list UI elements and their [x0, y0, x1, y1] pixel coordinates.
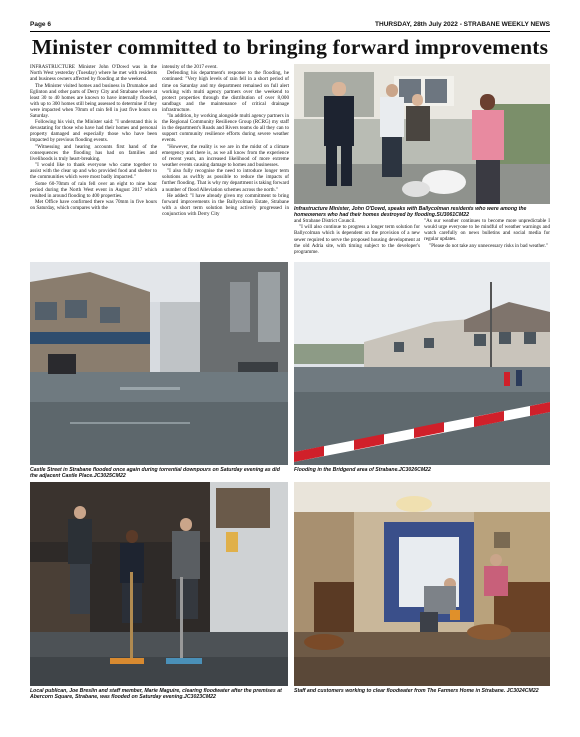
- paragraph: "I also fully recognise the need to introduce longer term solutions as swiftly as possible to reduce the impacts of further flooding. That is why my department is taking forward a number of flood Alleviation schemes across the north.": [162, 168, 289, 193]
- paragraph: Following his visit, the Minister said: "I understand this is devastating for those who have had their homes and personal property damaged and especially those who have been impacted by previous flooding events.: [30, 119, 157, 144]
- caption-farmers-home: Staff and customers working to clear floodwater from The Farmers Home in Strabane. JC3024CM22: [294, 688, 539, 694]
- paragraph: "Witnessing and hearing accounts first hand of the consequences the flooding has had on families and livelihoods is truly heart-breaking.: [30, 143, 157, 162]
- paragraph: The Minister visited homes and business in Drumahoe and Eglinton and other parts of Derry City and Strabane where at least 30 to 40 homes are known to have internally flooded, with up to 300 homes still being assessed to determine if they were impacted when 70mm of rain fell in just five hours on Saturday.: [30, 82, 157, 119]
- paragraph: "However, the reality is we are in the midst of a climate emergency and there is, as we all know from the experience of recent years, an increased likelihood of more extreme weather events causing damage to homes and businesses.: [162, 143, 289, 168]
- paragraph: "I will also continue to progress a longer term solution for Ballycolman which is dependent on the provision of a new sewer required to serve the proposed housing development at the old Adria site, with timing subject to the developer's programme.: [294, 224, 420, 255]
- photo-publicans: [30, 482, 288, 686]
- photo-farmers-home: [294, 482, 550, 686]
- page-number: Page 6: [30, 21, 51, 28]
- issue-line: THURSDAY, 28th July 2022 - STRABANE WEEKLY NEWS: [375, 21, 550, 28]
- paragraph: Defending his department's response to the flooding, he continued: "Very high levels of rain fell in a short period of time on Saturday and my department remained on full alert working with multi agency partners over the weekend to protect properties through the distribution of over 8,000 sandbags and the maintenance of critical drainage infrastructure.: [162, 70, 289, 113]
- paragraph: Met Office have confirmed there was 70mm in five hours on Saturday, which compares with the: [30, 199, 157, 212]
- article-column-2: [162, 64, 289, 218]
- paragraph: "In addition, by working alongside multi agency partners in the Regional Community Resilience Group (RCRG) my staff in the department's Roads and Rivers teams do all they can to support community resilience efforts during severe weather events.: [162, 113, 289, 144]
- article-column-3: [294, 218, 420, 255]
- paragraph: "I would like to thank everyone who came together to assist with the clear up and who provided food and shelter to the communities which were most badly impacted.": [30, 162, 157, 181]
- caption-minister: Infrastructure Minister, John O'Dowd, speaks with Ballycolman residents who were among the homeowners who had their homes destroyed by flooding.SU3061CM22: [294, 206, 527, 219]
- caption-bridgend: Flooding in the Bridgend area of Strabane.JC3026CM22: [294, 467, 431, 473]
- paragraph: intensity of the 2017 event.: [162, 64, 218, 70]
- caption-publicans: Local publican, Joe Breslin and staff member, Marie Maguire, clearing floodwater after the premises at Abercorn Square, Strabane, was flooded on Saturday evening.JC3023CM22: [30, 688, 282, 701]
- photo-bridgend: [294, 262, 550, 465]
- paragraph: and Strabane District Council.: [294, 218, 356, 224]
- headline: Minister committed to bringing forward improvements: [31, 35, 549, 59]
- article-column-4: [424, 218, 550, 249]
- caption-castle-street: Castle Street in Strabane flooded once again during torrential downpours on Saturday evening as did the adjacent Castle Place.JC3025CM22: [30, 467, 280, 480]
- photo-minister-residents: [294, 64, 550, 204]
- paragraph: "As our weather continues to become more unpredictable I would urge everyone to be mindful of weather warnings and watch carefully on news bulletins and social media for regular updates.: [424, 218, 550, 243]
- paragraph: Some 60-70mm of rain fell over an eight to nine hour period during the North West event in August 2017 which resulted in around flooding to 400 properties.: [30, 180, 157, 199]
- paragraph: INFRASTRUCTURE Minister John O'Dowd was in the North West yesterday (Tuesday) where he met with residents and business owners affected by flooding at the weekend.: [30, 64, 157, 83]
- header-rule: [30, 31, 550, 32]
- paragraph: He added: "I have already given my commitment to bring forward improvements in the Ballycolman Estate, Strabane with a short term solution being actively progressed in conjunction with Derry City: [162, 192, 289, 218]
- photo-castle-street: [30, 262, 288, 465]
- article-column-1: [30, 64, 157, 212]
- paragraph: "Please do not take any unnecessary risks in bad weather.": [429, 242, 549, 249]
